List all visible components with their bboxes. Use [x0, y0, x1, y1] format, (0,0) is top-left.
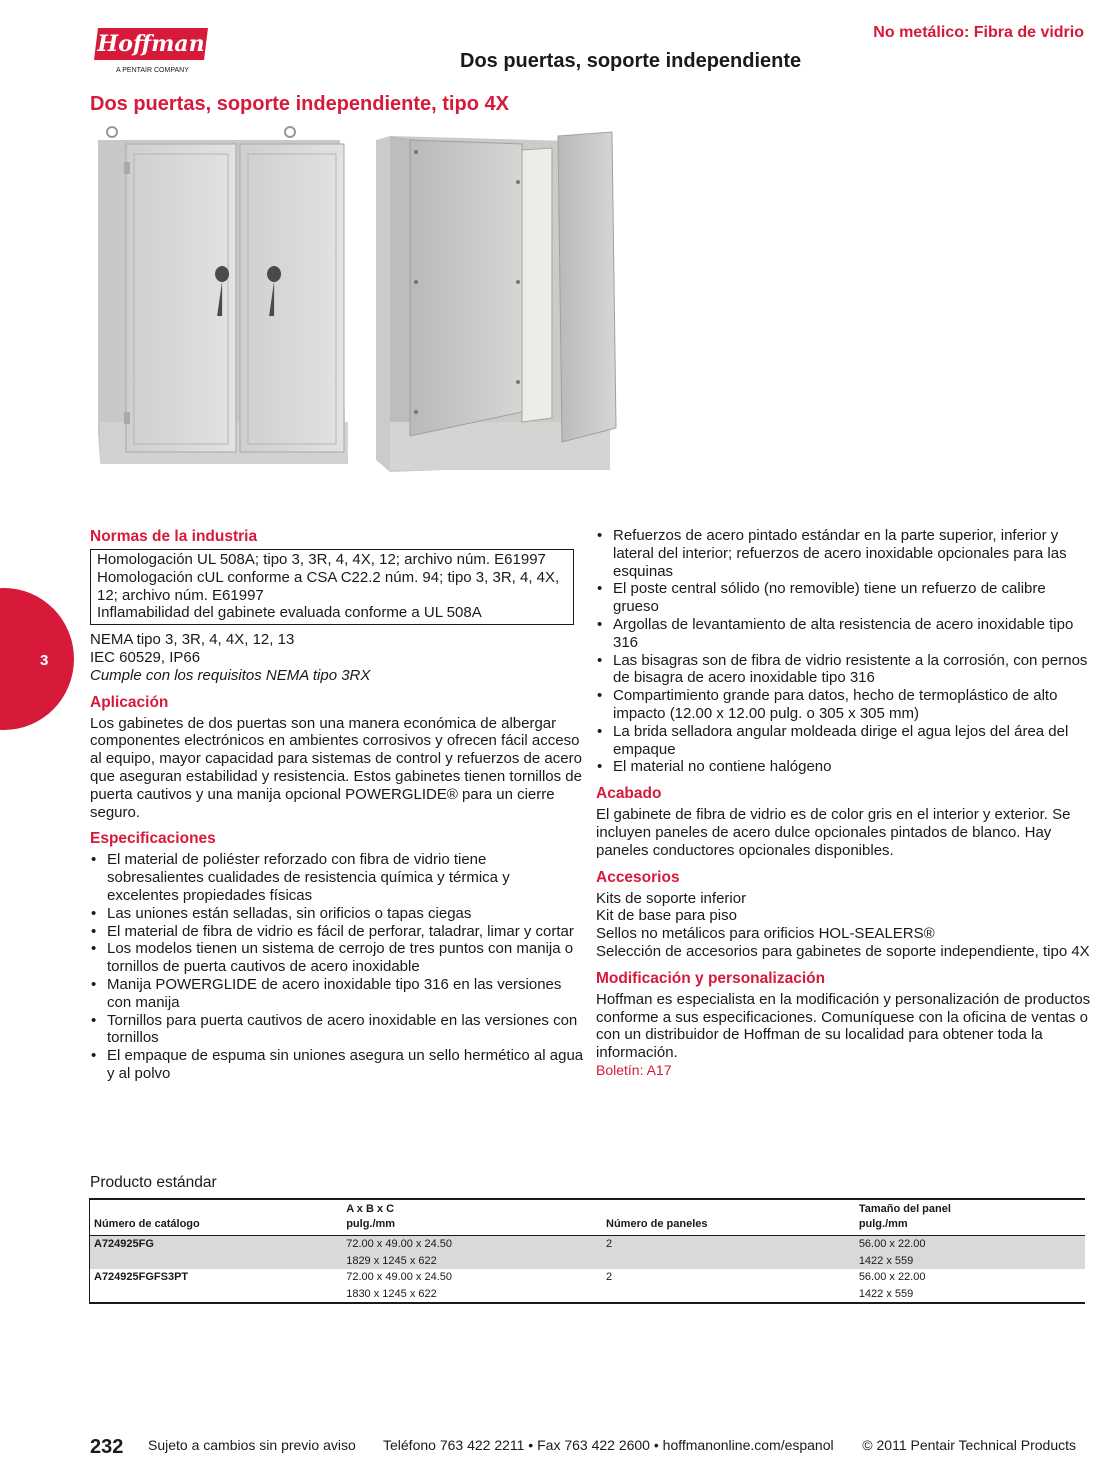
panel-size-in: 56.00 x 22.00: [855, 1236, 1085, 1253]
header-dimensions-label: A x B x C: [346, 1203, 395, 1215]
page-number: 232: [90, 1436, 124, 1458]
certification-item: Homologación cUL conforme a CSA C22.2 núm. 94; tipo 3, 3R, 4, 4X, 12; archivo núm. E61997: [97, 568, 560, 604]
panel-size-in: 56.00 x 22.00: [858, 1271, 926, 1283]
especificaciones-title: Especificaciones: [90, 830, 216, 848]
catalog-number: A724925FGFS3PT: [94, 1271, 189, 1283]
dimensions-in: 72.00 x 49.00 x 24.50: [342, 1236, 602, 1253]
list-item: • El material no contiene halógeno: [596, 758, 1091, 776]
header-panels: Número de paneles: [602, 1199, 855, 1236]
aplicacion-title: Aplicación: [90, 693, 169, 711]
modificacion-text: Hoffman es especialista en la modificación y personalización de productos conforme a sus especificaciones. Comuníquese con la oficina de ventas o con un distribuidor de Hoffman de su localidad para obtener toda la información.: [596, 990, 1091, 1062]
list-item: • Tornillos para puerta cautivos de acero inoxidable en las versiones con tornillos: [90, 1012, 585, 1048]
list-item: • El poste central sólido (no removible) tiene un refuerzo de calibre grueso: [596, 580, 1091, 616]
certification-item: Homologación UL 508A; tipo 3, 3R, 4, 4X, 12; archivo núm. E61997: [97, 551, 546, 568]
cumple-line: Cumple con los requisitos NEMA tipo 3RX: [90, 666, 371, 684]
aplicacion-text: Los gabinetes de dos puertas son una manera económica de albergar componentes electrónicos en ambientes corrosivos y ofrecen fácil acceso al equipo, mayor capacidad para sistemas de control y refuerzos de acero que aseguran estabilidad y resistencia. Estos gabinetes tienen tornillos de puerta cautivos y una manija opcional POWERGLIDE® para un cierre seguro.: [90, 714, 582, 821]
page-heading: Dos puertas, soporte independiente, tipo 4X: [90, 93, 509, 115]
product-photo: [90, 122, 630, 502]
section-tab: [0, 588, 74, 730]
accesorio-item: Sellos no metálicos para orificios HOL-SEALERS®: [596, 925, 935, 943]
dimensions-mm: 1829 x 1245 x 622: [342, 1253, 602, 1270]
especificaciones-list-cont: [596, 527, 1091, 776]
header-dimensions-units: pulg./mm: [346, 1218, 396, 1230]
normas-title: Normas de la industria: [90, 528, 258, 545]
list-item: • El material de poliéster reforzado con fibra de vidrio tiene sobresalientes cualidades de resistencia química y térmica y excelentes propiedades físicas: [90, 851, 585, 904]
panel-count: 2: [606, 1271, 613, 1283]
certifications-box: [90, 549, 574, 625]
catalog-number: A724925FG: [90, 1236, 343, 1253]
accesorios-title: Accesorios: [596, 868, 680, 886]
section-tab-number: 3: [40, 652, 49, 669]
list-item: • Las uniones están selladas, sin orificios o tapas ciegas: [90, 905, 585, 923]
hoffman-logo: [92, 24, 210, 76]
list-item: • Manija POWERGLIDE de acero inoxidable tipo 316 en las versiones con manija: [90, 976, 585, 1012]
enclosure-closed: [98, 127, 348, 464]
table-header-row: [90, 1199, 1086, 1236]
accesorio-item: Kits de soporte inferior: [596, 889, 747, 907]
right-column: [596, 527, 1091, 1080]
header-panel-size-label: Tamaño del panel: [858, 1203, 951, 1215]
product-table: [89, 1198, 1085, 1304]
panel-count: 2: [602, 1236, 855, 1253]
logo-text: Hoffman: [97, 31, 205, 57]
footer-contact: Teléfono 763 422 2211 • Fax 763 422 2600 • hoffmanonline.com/espanol: [383, 1437, 834, 1453]
accesorio-item: Kit de base para piso: [596, 907, 737, 925]
list-item: • El material de fibra de vidrio es fácil de perforar, taladrar, limar y cortar: [90, 923, 585, 941]
modificacion-title: Modificación y personalización: [596, 969, 826, 987]
header-panel-size-units: pulg./mm: [858, 1218, 908, 1230]
footer-copyright: © 2011 Pentair Technical Products: [862, 1437, 1076, 1453]
dimensions-mm: 1830 x 1245 x 622: [346, 1287, 437, 1300]
left-column: [90, 527, 585, 1083]
bulletin-reference: Boletín: A17: [596, 1061, 672, 1078]
enclosure-open: [376, 132, 616, 472]
table-row: [90, 1253, 1086, 1270]
certification-item: Inflamabilidad del gabinete evaluada conforme a UL 508A: [97, 604, 482, 622]
panel-size-mm: 1422 x 559: [855, 1253, 1085, 1270]
category-label: No metálico: Fibra de vidrio: [873, 24, 1084, 41]
dimensions-in: 72.00 x 49.00 x 24.50: [346, 1271, 453, 1283]
panel-size-mm: 1422 x 559: [858, 1287, 914, 1300]
table-caption: Producto estándar: [90, 1174, 217, 1191]
header-dimensions: [342, 1199, 602, 1236]
header-title: Dos puertas, soporte independiente: [460, 50, 802, 72]
list-item: • Compartimiento grande para datos, hecho de termoplástico de alto impacto (12.00 x 12.00 pulg. o 305 x 305 mm): [596, 687, 1091, 723]
table-row: [90, 1269, 1086, 1286]
header-panel-size: [855, 1199, 1085, 1236]
list-item: • La brida selladora angular moldeada dirige el agua lejos del área del empaque: [596, 723, 1091, 759]
footer-note: Sujeto a cambios sin previo aviso: [148, 1437, 356, 1453]
table-row: [90, 1286, 1086, 1304]
list-item: • El empaque de espuma sin uniones asegura un sello hermético al agua y al polvo: [90, 1047, 585, 1083]
logo-subtitle: A PENTAIR COMPANY: [116, 67, 189, 74]
accesorio-item: Selección de accesorios para gabinetes de soporte independiente, tipo 4X: [596, 942, 1090, 960]
especificaciones-list: [90, 851, 585, 1082]
list-item: • Argollas de levantamiento de alta resistencia de acero inoxidable tipo 316: [596, 616, 1091, 652]
iec-line: IEC 60529, IP66: [90, 648, 201, 666]
table-row: [90, 1236, 1086, 1253]
list-item: • Refuerzos de acero pintado estándar en la parte superior, inferior y lateral del interior; refuerzos de acero inoxidable opcionales para las esquinas: [596, 527, 1091, 580]
nema-line: NEMA tipo 3, 3R, 4, 4X, 12, 13: [90, 631, 295, 649]
list-item: • Los modelos tienen un sistema de cerrojo de tres puntos con manija o tornillos de puerta cautivos de acero inoxidable: [90, 940, 585, 976]
acabado-text: El gabinete de fibra de vidrio es de color gris en el interior y exterior. Se incluyen paneles de acero dulce opcionales pintados de blanco. Hay paneles conductores opcionales disponibles.: [596, 806, 1071, 859]
list-item: • Las bisagras son de fibra de vidrio resistente a la corrosión, con pernos de bisagra de acero inoxidable tipo 316: [596, 652, 1091, 688]
acabado-title: Acabado: [596, 785, 662, 803]
header-catalog: Número de catálogo: [90, 1199, 343, 1236]
